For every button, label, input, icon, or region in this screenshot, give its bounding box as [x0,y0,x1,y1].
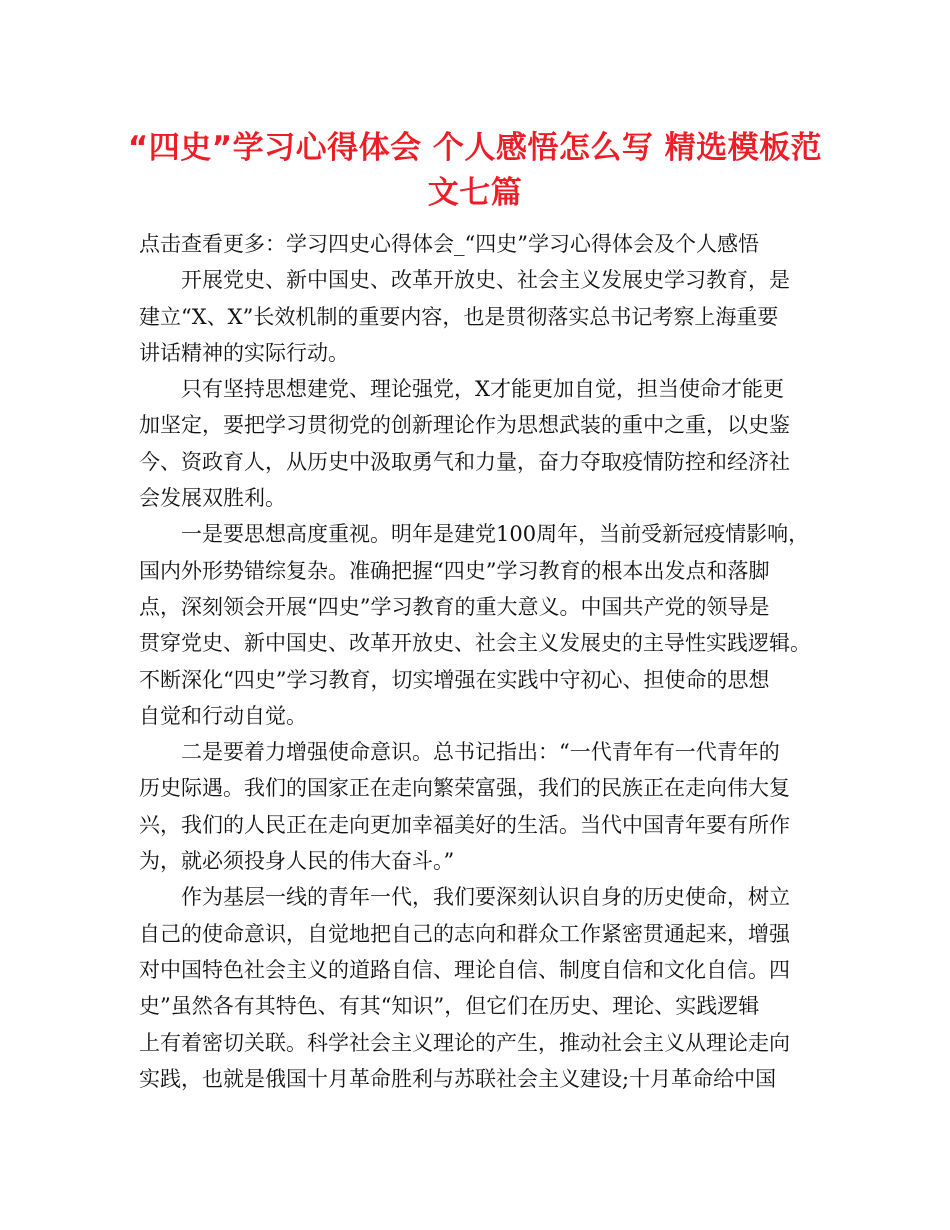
text-line: 加坚定，要把学习贯彻党的创新理论作为思想武装的重中之重，以史鉴 [139,413,790,438]
title-line: “四史”学习心得体会 个人感悟怎么写 精选模板范 [127,130,823,166]
document-title [120,126,830,216]
text-line: 点击查看更多：学习四史心得体会_“四史”学习心得体会及个人感悟 [139,232,759,256]
text-line: 建立“X、X”长效机制的重要内容，也是贯彻落实总书记考察上海重要 [139,304,779,329]
paragraph [139,371,821,516]
text-line: 点，深刻领会开展“四史”学习教育的重大意义。中国共产党的领导是 [139,594,770,619]
text-line: 贯穿党史、新中国史、改革开放史、社会主义发展史的主导性实践逻辑。 [139,631,811,656]
paragraph [139,262,821,371]
document-body [139,226,821,1097]
text-line: 会发展双胜利。 [139,486,286,511]
text-line: 只有坚持思想建党、理论强党，X才能更加自觉，担当使命才能更 [181,377,784,402]
text-line: 上有着密切关联。科学社会主义理论的产生，推动社会主义从理论走向 [139,1030,790,1055]
text-line: 自觉和行动自觉。 [139,703,307,728]
text-line: 二是要着力增强使命意识。总书记指出：“一代青年有一代青年的 [181,740,780,765]
title-line: 文七篇 [427,175,523,211]
text-line: 不断深化“四史”学习教育，切实增强在实践中守初心、担使命的思想 [139,667,770,692]
paragraph [139,734,821,879]
text-line: 史”虽然各有其特色、有其“知识”，但它们在历史、理论、实践逻辑 [139,994,760,1019]
text-line: 历史际遇。我们的国家正在走向繁荣富强，我们的民族正在走向伟大复 [139,776,790,801]
text-line: 讲话精神的实际行动。 [139,340,349,365]
text-line: 对中国特色社会主义的道路自信、理论自信、制度自信和文化自信。四 [139,957,790,982]
text-line: 开展党史、新中国史、改革开放史、社会主义发展史学习教育，是 [181,268,790,293]
paragraph [139,879,821,1097]
text-line: 今、资政育人，从历史中汲取勇气和力量，奋力夺取疫情防控和经济社 [139,449,790,474]
see-more-line [139,226,821,262]
text-line: 实践，也就是俄国十月革命胜利与苏联社会主义建设;十月革命给中国 [139,1066,777,1091]
paragraph [139,516,821,734]
text-line: 作为基层一线的青年一代，我们要深刻认识自身的历史使命，树立 [181,885,790,910]
text-line: 为，就必须投身人民的伟大奋斗。” [139,849,455,874]
text-line: 一是要思想高度重视。明年是建党100周年，当前受新冠疫情影响， [181,522,810,547]
text-line: 国内外形势错综复杂。准确把握“四史”学习教育的根本出发点和落脚 [139,558,770,583]
text-line: 兴，我们的人民正在走向更加幸福美好的生活。当代中国青年要有所作 [139,812,790,837]
text-line: 自己的使命意识，自觉地把自己的志向和群众工作紧密贯通起来，增强 [139,921,790,946]
